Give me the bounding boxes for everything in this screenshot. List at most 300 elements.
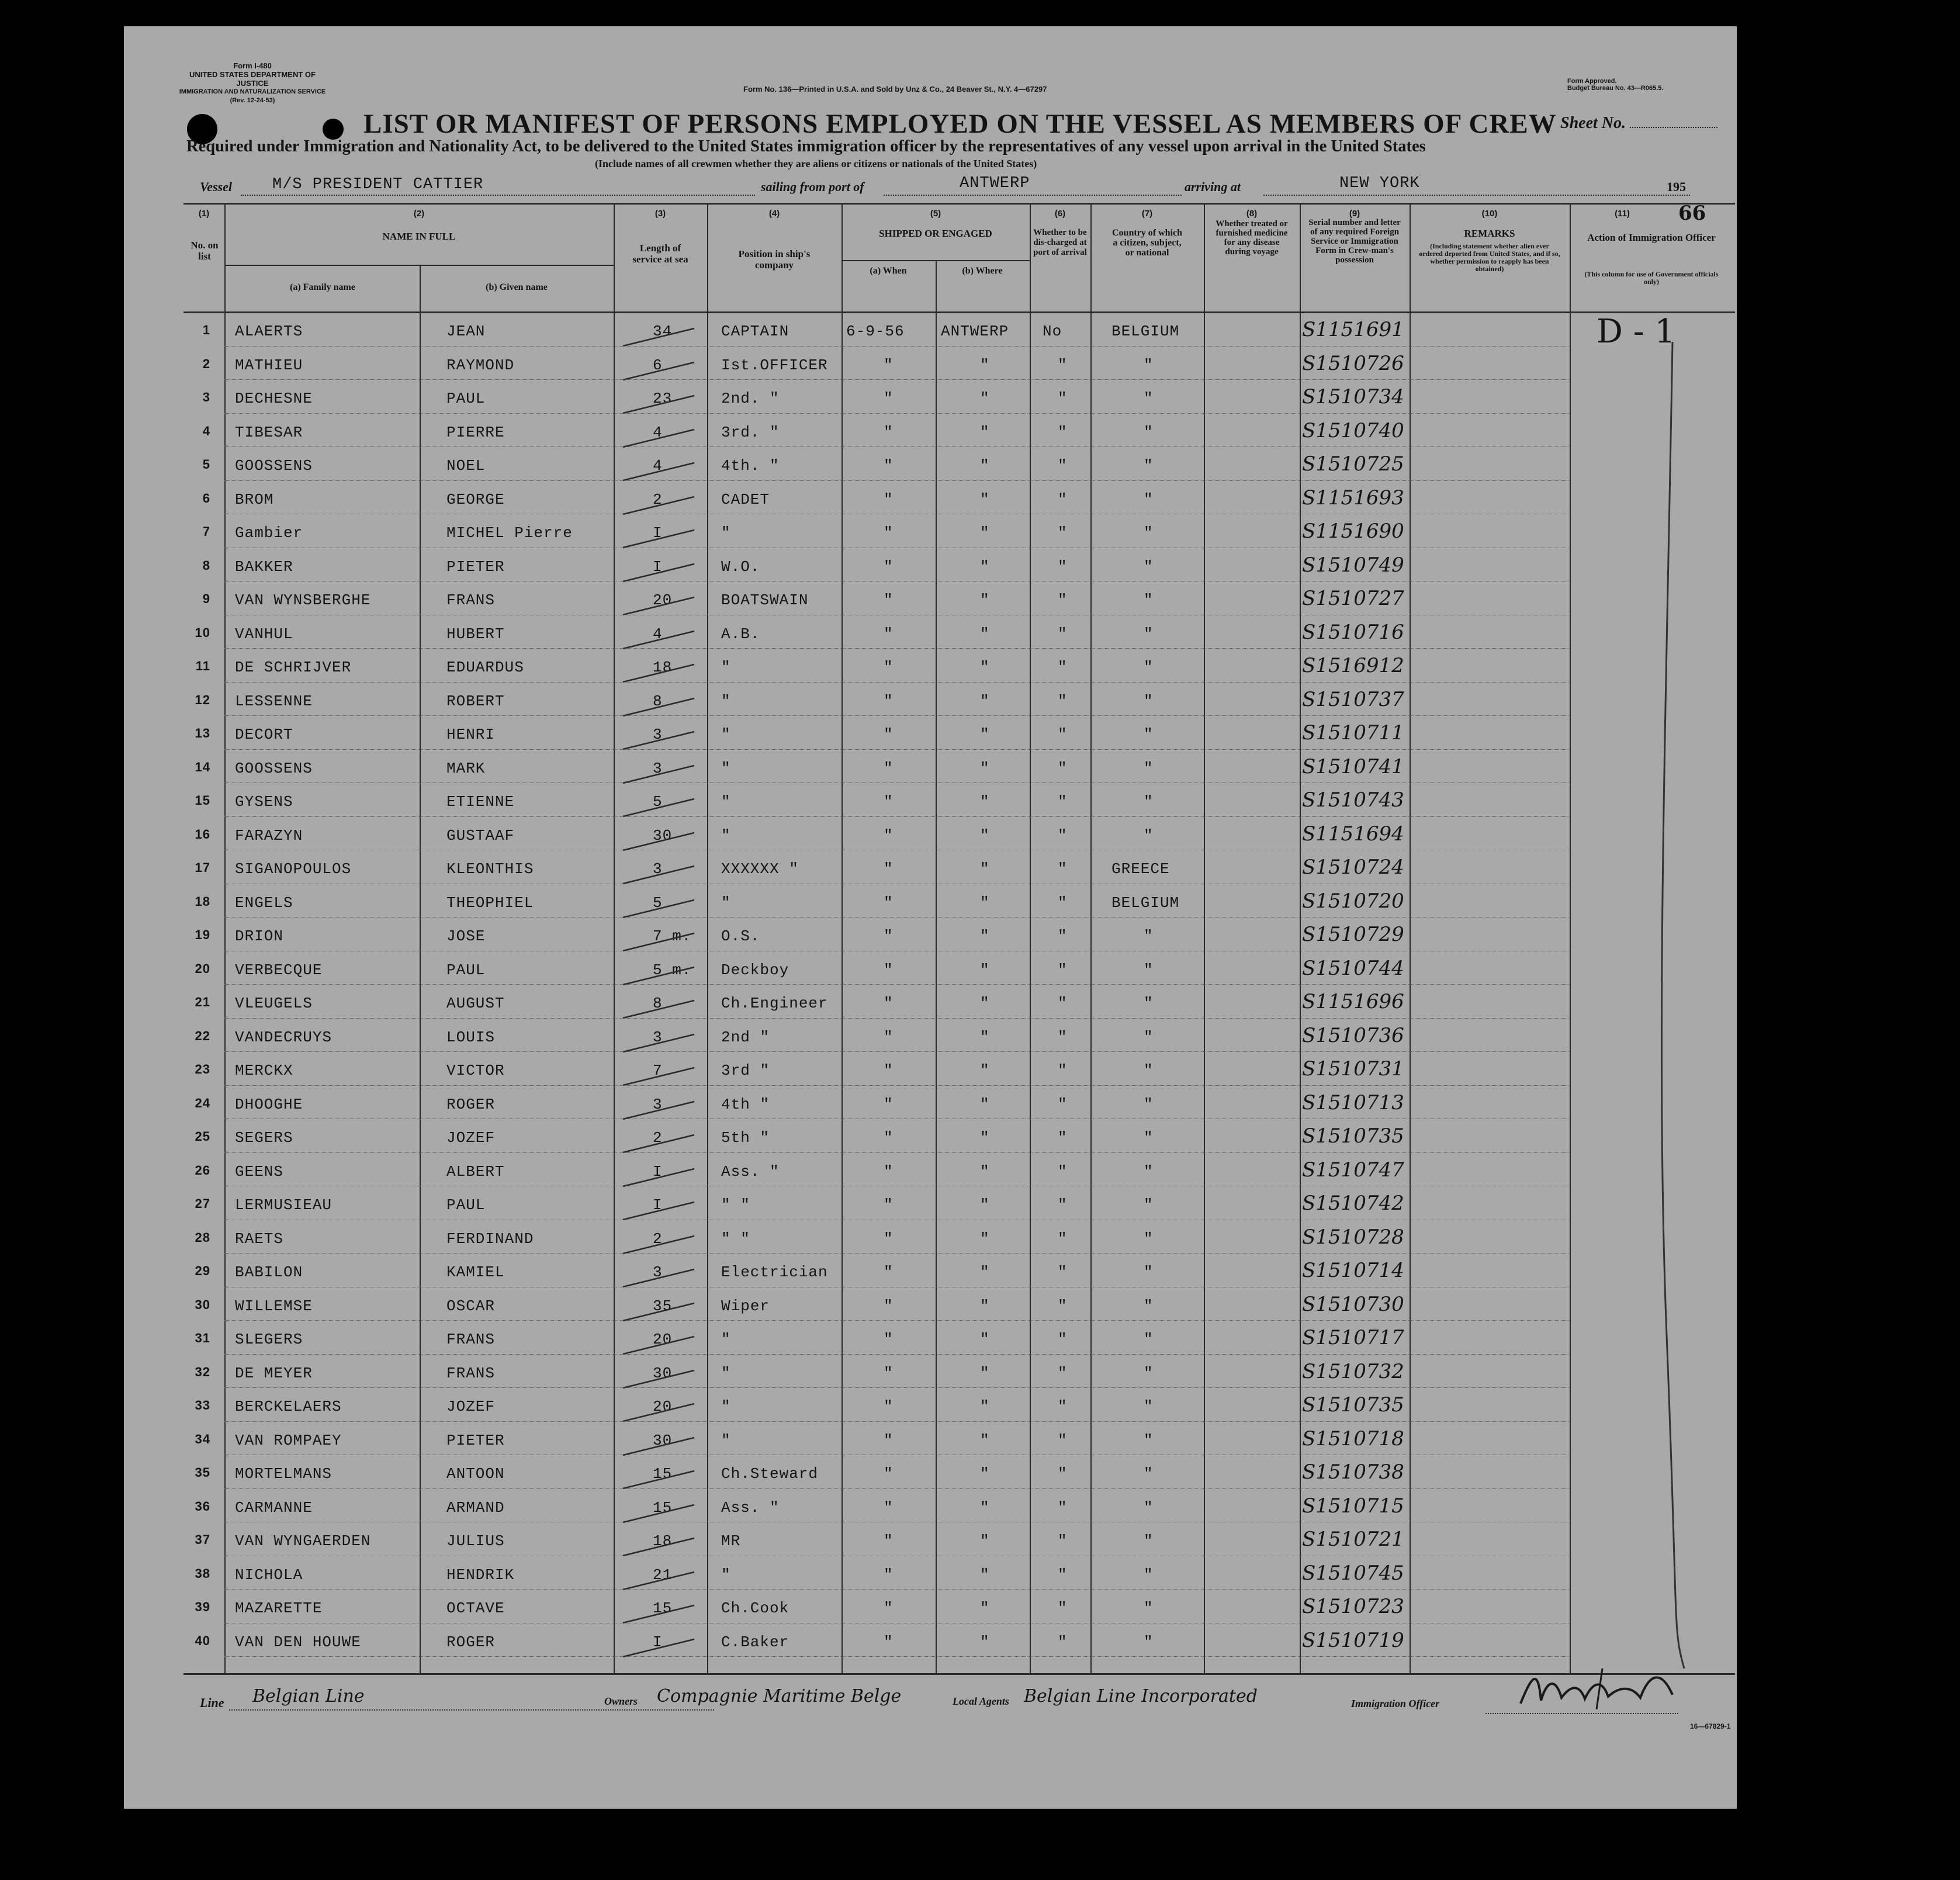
- shipped-where: ": [980, 591, 990, 609]
- row-rule: [224, 682, 1568, 683]
- shipped-where: ": [980, 423, 990, 441]
- service-length: I: [653, 524, 663, 542]
- given-name: LOUIS: [446, 1028, 496, 1046]
- crew-row: [124, 1290, 1737, 1324]
- discharged: ": [1058, 927, 1068, 945]
- row-rule: [224, 379, 1568, 380]
- service-length: 30: [653, 1431, 673, 1449]
- service-tick-mark: [621, 1199, 697, 1222]
- discharged: ": [1058, 726, 1068, 743]
- service-tick-mark: [621, 728, 697, 752]
- row-rule: [224, 1656, 1568, 1657]
- shipped-when: ": [884, 356, 894, 374]
- shipped-when: ": [884, 1364, 894, 1382]
- given-name: PIERRE: [446, 423, 505, 441]
- shipped-where: ": [980, 927, 990, 945]
- service-length: 18: [653, 659, 673, 676]
- service-length: I: [653, 1633, 663, 1651]
- col9-number: (9): [1349, 209, 1360, 219]
- row-number: 32: [195, 1364, 210, 1379]
- crew-row: [124, 1022, 1737, 1055]
- serial-number: S1510725: [1302, 452, 1404, 476]
- family-name: Gambier: [235, 524, 303, 542]
- shipped-when: ": [884, 1431, 894, 1449]
- family-name: GOOSSENS: [235, 759, 313, 777]
- discharged: ": [1058, 1230, 1068, 1248]
- position: ": [721, 894, 731, 912]
- service-tick-mark: [621, 359, 697, 382]
- position: " ": [721, 1196, 750, 1214]
- service-length: 34: [653, 323, 673, 340]
- row-number: 35: [195, 1465, 210, 1480]
- country: ": [1144, 390, 1154, 407]
- shipped-when: ": [884, 490, 894, 508]
- service-length: 2: [653, 490, 663, 508]
- shipped-when: ": [884, 995, 894, 1012]
- discharged: ": [1058, 591, 1068, 609]
- crew-row: [124, 383, 1737, 417]
- country: ": [1144, 1331, 1154, 1348]
- family-name: ENGELS: [235, 894, 293, 912]
- shipped-where: ": [980, 1398, 990, 1415]
- discharged: ": [1058, 1633, 1068, 1651]
- discharged: ": [1058, 356, 1068, 374]
- form-revision: (Rev. 12-24-53): [230, 97, 275, 104]
- service-tick-mark: [621, 1400, 697, 1424]
- crew-row: [124, 1425, 1737, 1459]
- family-name: FARAZYN: [235, 826, 303, 844]
- country: ": [1144, 1364, 1154, 1382]
- row-rule: [224, 1152, 1568, 1153]
- country: ": [1144, 1028, 1154, 1046]
- family-name: NICHOLA: [235, 1566, 303, 1584]
- country: ": [1144, 995, 1154, 1012]
- position: ": [721, 1566, 731, 1584]
- action-note: D - 1: [1597, 313, 1676, 351]
- shipped-when: ": [884, 1230, 894, 1248]
- crew-row: [124, 316, 1737, 349]
- given-name: HENDRIK: [446, 1566, 515, 1584]
- service-name: IMMIGRATION AND NATURALIZATION SERVICE: [179, 88, 326, 95]
- service-length: 4: [653, 457, 663, 475]
- serial-number: S1510720: [1302, 889, 1404, 913]
- service-length: 20: [653, 1398, 673, 1415]
- col2a-header: (a) Family name: [290, 282, 355, 292]
- row-rule: [224, 480, 1568, 481]
- sheet-number-blank: [1630, 127, 1717, 128]
- discharged: ": [1058, 1599, 1068, 1617]
- given-name: NOEL: [446, 457, 486, 475]
- row-number: 17: [195, 860, 210, 875]
- country: ": [1144, 1465, 1154, 1483]
- service-tick-mark: [621, 692, 697, 718]
- shipped-where: ": [980, 726, 990, 743]
- crew-row: [124, 1189, 1737, 1223]
- service-tick-mark: [621, 1364, 697, 1390]
- service-length: I: [653, 558, 663, 576]
- shipped-where: ": [980, 1566, 990, 1584]
- service-tick-mark: [621, 930, 697, 953]
- col11-subheader: (This column for use of Government officials only): [1584, 270, 1719, 286]
- country: ": [1144, 1230, 1154, 1248]
- row-number: 26: [195, 1162, 210, 1178]
- position: CADET: [721, 490, 770, 508]
- row-rule: [224, 816, 1568, 817]
- manifest-sheet: [124, 26, 1737, 1809]
- row-number: 36: [195, 1498, 210, 1514]
- shipped-when: ": [884, 793, 894, 811]
- given-name: THEOPHIEL: [446, 894, 534, 912]
- discharged: ": [1058, 759, 1068, 777]
- given-name: AUGUST: [446, 995, 505, 1012]
- row-number: 34: [195, 1431, 210, 1446]
- shipped-where: ": [980, 961, 990, 979]
- given-name: FRANS: [446, 1364, 496, 1382]
- serial-number: S1151693: [1302, 486, 1404, 510]
- serial-number: S1510717: [1302, 1326, 1404, 1349]
- position: ": [721, 1431, 731, 1449]
- agents-label: Local Agents: [953, 1695, 1009, 1707]
- shipped-where: ": [980, 390, 990, 407]
- position: ": [721, 524, 731, 542]
- service-length: 5 m.: [653, 961, 692, 979]
- family-name: VAN WYNGAERDEN: [235, 1532, 371, 1550]
- row-number: 12: [195, 692, 210, 707]
- serial-number: S1510743: [1302, 788, 1404, 812]
- discharged: ": [1058, 894, 1068, 912]
- position: ": [721, 692, 731, 710]
- service-tick-mark: [621, 759, 697, 785]
- vessel-rule: [241, 195, 755, 196]
- service-length: 30: [653, 826, 673, 844]
- family-name: MORTELMANS: [235, 1465, 333, 1483]
- row-rule: [224, 1421, 1568, 1422]
- shipped-when: ": [884, 1095, 894, 1113]
- service-tick-mark: [621, 490, 697, 517]
- serial-number: S1510740: [1302, 418, 1404, 442]
- row-number: 23: [195, 1062, 210, 1076]
- position: ": [721, 1398, 731, 1415]
- discharged: ": [1058, 1431, 1068, 1449]
- col8-header: Whether treated or furnished medicine for any disease during voyage: [1216, 219, 1288, 257]
- col6-number: (6): [1054, 209, 1066, 219]
- given-name: GUSTAAF: [446, 826, 515, 844]
- crew-row: [124, 820, 1737, 854]
- table-top-rule: [183, 203, 1735, 205]
- row-number: 31: [195, 1331, 210, 1345]
- service-tick-mark: [621, 325, 697, 348]
- family-name: DECORT: [235, 726, 293, 743]
- service-length: 15: [653, 1599, 673, 1617]
- serial-number: S1510727: [1302, 587, 1404, 610]
- discharged: ": [1058, 1498, 1068, 1517]
- row-rule: [224, 648, 1568, 649]
- discharged: ": [1058, 826, 1068, 844]
- family-name: CARMANNE: [235, 1498, 313, 1517]
- position: W.O.: [721, 558, 760, 576]
- shipped-when: ": [884, 524, 894, 542]
- sailing-label: sailing from port of: [761, 179, 864, 194]
- given-name: PIETER: [446, 1431, 505, 1449]
- row-number: 7: [202, 524, 210, 539]
- given-name: ANTOON: [446, 1465, 505, 1483]
- position: Deckboy: [721, 961, 789, 979]
- row-rule: [224, 1320, 1568, 1321]
- col2b-header: (b) Given name: [486, 282, 548, 292]
- service-tick-mark: [621, 826, 697, 853]
- service-length: 15: [653, 1498, 673, 1517]
- row-rule: [224, 413, 1568, 414]
- shipped-where: ": [980, 1331, 990, 1348]
- given-name: RAYMOND: [446, 356, 515, 374]
- family-name: MERCKX: [235, 1062, 293, 1079]
- service-tick-mark: [621, 1232, 697, 1256]
- crew-row: [124, 954, 1737, 988]
- serial-number: S1510736: [1302, 1023, 1404, 1047]
- country: ": [1144, 1532, 1154, 1550]
- discharged: ": [1058, 1062, 1068, 1079]
- service-tick-mark: [621, 392, 697, 416]
- service-length: 4: [653, 625, 663, 643]
- vessel-name: M/S PRESIDENT CATTIER: [272, 176, 484, 193]
- row-number: 19: [195, 927, 210, 942]
- crew-row: [124, 1626, 1737, 1660]
- given-name: JOSE: [446, 927, 486, 945]
- family-name: RAETS: [235, 1230, 284, 1248]
- approval-block: [1567, 78, 1663, 92]
- serial-number: S1510714: [1302, 1259, 1404, 1282]
- position: ": [721, 1364, 731, 1382]
- serial-number: S1510737: [1302, 687, 1404, 711]
- shipped-when: ": [884, 1532, 894, 1550]
- given-name: GEORGE: [446, 490, 505, 508]
- sailing-port: ANTWERP: [960, 175, 1030, 192]
- given-name: ROGER: [446, 1633, 496, 1651]
- shipped-where: ": [980, 356, 990, 374]
- country: GREECE: [1111, 860, 1170, 878]
- serial-number: S1510711: [1302, 721, 1404, 745]
- position: MR: [721, 1532, 741, 1550]
- service-tick-mark: [621, 423, 697, 449]
- position: A.B.: [721, 625, 760, 643]
- sheet-number-text: Sheet No.: [1560, 114, 1626, 132]
- serial-number: S1516912: [1302, 654, 1404, 677]
- service-tick-mark: [621, 1300, 697, 1323]
- family-name: SLEGERS: [235, 1331, 303, 1348]
- discharged: No: [1043, 323, 1062, 340]
- discharged: ": [1058, 457, 1068, 475]
- serial-number: S1510724: [1302, 856, 1404, 879]
- sailing-rule: [884, 195, 1182, 196]
- service-tick-mark: [621, 661, 697, 684]
- country: ": [1144, 490, 1154, 508]
- row-rule: [224, 715, 1568, 716]
- country: ": [1144, 927, 1154, 945]
- shipped-when: ": [884, 1633, 894, 1651]
- family-name: DE SCHRIJVER: [235, 659, 352, 676]
- owners-label: Owners: [604, 1695, 638, 1707]
- page-number-stamp: 66: [1678, 202, 1706, 225]
- position: 3rd. ": [721, 423, 780, 441]
- row-number: 3: [202, 390, 210, 404]
- given-name: ROBERT: [446, 692, 505, 710]
- position: Ass. ": [721, 1162, 780, 1180]
- form-number: Form I-480: [233, 61, 272, 70]
- position: 5th ": [721, 1129, 770, 1147]
- service-length: 2: [653, 1129, 663, 1147]
- row-number: 15: [195, 793, 210, 808]
- crew-row: [124, 853, 1737, 887]
- serial-number: S1510734: [1302, 385, 1404, 408]
- crew-row: [124, 517, 1737, 551]
- crew-row: [124, 1525, 1737, 1559]
- service-tick-mark: [621, 1467, 697, 1491]
- shipped-when: ": [884, 1498, 894, 1517]
- col1-header: No. on list: [191, 240, 219, 262]
- service-length: 3: [653, 726, 663, 743]
- position: ": [721, 1331, 731, 1348]
- arriving-port: NEW YORK: [1339, 175, 1420, 192]
- country: ": [1144, 423, 1154, 441]
- row-rule: [224, 1085, 1568, 1086]
- row-number: 4: [202, 423, 210, 438]
- given-name: PIETER: [446, 558, 505, 576]
- service-tick-mark: [621, 1131, 697, 1155]
- shipped-where: ": [980, 457, 990, 475]
- country: ": [1144, 1599, 1154, 1617]
- crew-row: [124, 1324, 1737, 1358]
- row-number: 16: [195, 826, 210, 842]
- position: CAPTAIN: [721, 323, 789, 340]
- col5a-header: (a) When: [870, 266, 907, 276]
- position: BOATSWAIN: [721, 591, 809, 609]
- position: Wiper: [721, 1297, 770, 1315]
- service-length: 21: [653, 1566, 673, 1584]
- shipped-when: ": [884, 1162, 894, 1180]
- country: ": [1144, 356, 1154, 374]
- shipped-when: ": [884, 558, 894, 576]
- shipped-where: ": [980, 1364, 990, 1382]
- crew-row: [124, 786, 1737, 820]
- family-name: DHOOGHE: [235, 1095, 303, 1113]
- shipped-where: ": [980, 793, 990, 811]
- shipped-where: ": [980, 1431, 990, 1449]
- line-label: Line: [200, 1695, 224, 1710]
- serial-number: S1510723: [1302, 1595, 1404, 1618]
- shipped-when: ": [884, 591, 894, 609]
- given-name: ALBERT: [446, 1162, 505, 1180]
- service-length: 8: [653, 995, 663, 1012]
- manifest-subtitle-note: (Include names of all crewmen whether they are aliens or citizens or nationals of the United States): [595, 158, 1037, 169]
- serial-number: S1510726: [1302, 351, 1404, 375]
- serial-number: S1510744: [1302, 956, 1404, 980]
- given-name: OSCAR: [446, 1297, 496, 1315]
- discharged: ": [1058, 1263, 1068, 1281]
- family-name: BROM: [235, 490, 274, 508]
- serial-number: S1510729: [1302, 923, 1404, 946]
- row-number: 14: [195, 759, 210, 774]
- shipped-where: ": [980, 995, 990, 1012]
- given-name: JULIUS: [446, 1532, 505, 1550]
- discharged: ": [1058, 1297, 1068, 1315]
- shipped-when: ": [884, 759, 894, 777]
- shipped-where: ": [980, 826, 990, 844]
- col2-header: NAME IN FULL: [382, 231, 456, 242]
- row-number: 29: [195, 1263, 210, 1278]
- discharged: ": [1058, 423, 1068, 441]
- given-name: FRANS: [446, 1331, 496, 1348]
- shipped-when: ": [884, 1599, 894, 1617]
- col10-subheader: (Including statement whether alien ever ordered deported from United States, and if so, whether permission to reapply has been obtained): [1419, 242, 1560, 273]
- service-length: 8: [653, 692, 663, 710]
- family-name: DE MEYER: [235, 1364, 313, 1382]
- crew-row: [124, 719, 1737, 753]
- row-rule: [224, 1354, 1568, 1355]
- service-tick-mark: [621, 1095, 697, 1121]
- officer-signature: [1515, 1663, 1690, 1715]
- service-length: 5: [653, 793, 663, 811]
- given-name: JOZEF: [446, 1129, 496, 1147]
- given-name: OCTAVE: [446, 1599, 505, 1617]
- row-number: 30: [195, 1297, 210, 1312]
- service-length: 2: [653, 1230, 663, 1248]
- discharged: ": [1058, 860, 1068, 878]
- shipped-where: ": [980, 524, 990, 542]
- shipped-when: ": [884, 1062, 894, 1079]
- given-name: ROGER: [446, 1095, 496, 1113]
- service-length: 5: [653, 894, 663, 912]
- country: ": [1144, 1297, 1154, 1315]
- service-tick-mark: [621, 1064, 697, 1088]
- position: ": [721, 793, 731, 811]
- shipped-when: ": [884, 1196, 894, 1214]
- serial-number: S1510735: [1302, 1124, 1404, 1148]
- col7-header: Country of which a citizen, subject, or national: [1111, 228, 1182, 258]
- crew-row: [124, 450, 1737, 484]
- crew-row: [124, 417, 1737, 451]
- serial-number: S1510745: [1302, 1561, 1404, 1585]
- crew-row: [124, 551, 1737, 585]
- service-length: 4: [653, 423, 663, 441]
- shipped-where: ": [980, 490, 990, 508]
- row-number: 20: [195, 961, 210, 976]
- shipped-where: ": [980, 1465, 990, 1483]
- service-tick-mark: [621, 1602, 697, 1625]
- shipped-when: ": [884, 1263, 894, 1281]
- shipped-when: ": [884, 826, 894, 844]
- shipped-when: ": [884, 1566, 894, 1584]
- serial-number: S1510731: [1302, 1057, 1404, 1081]
- country: ": [1144, 726, 1154, 743]
- row-number: 6: [202, 490, 210, 506]
- family-name: VANHUL: [235, 625, 293, 643]
- row-rule: [224, 1018, 1568, 1019]
- row-rule: [224, 1589, 1568, 1590]
- shipped-where: ": [980, 1498, 990, 1517]
- row-number: 8: [202, 558, 210, 573]
- family-name: TIBESAR: [235, 423, 303, 441]
- family-name: GOOSSENS: [235, 457, 313, 475]
- discharged: ": [1058, 1566, 1068, 1584]
- country: ": [1144, 524, 1154, 542]
- shipped-where: ": [980, 1633, 990, 1651]
- given-name: ETIENNE: [446, 793, 515, 811]
- crew-row: [124, 652, 1737, 685]
- discharged: ": [1058, 659, 1068, 676]
- country: ": [1144, 659, 1154, 676]
- crew-row: [124, 584, 1737, 618]
- serial-number: S1510732: [1302, 1359, 1404, 1383]
